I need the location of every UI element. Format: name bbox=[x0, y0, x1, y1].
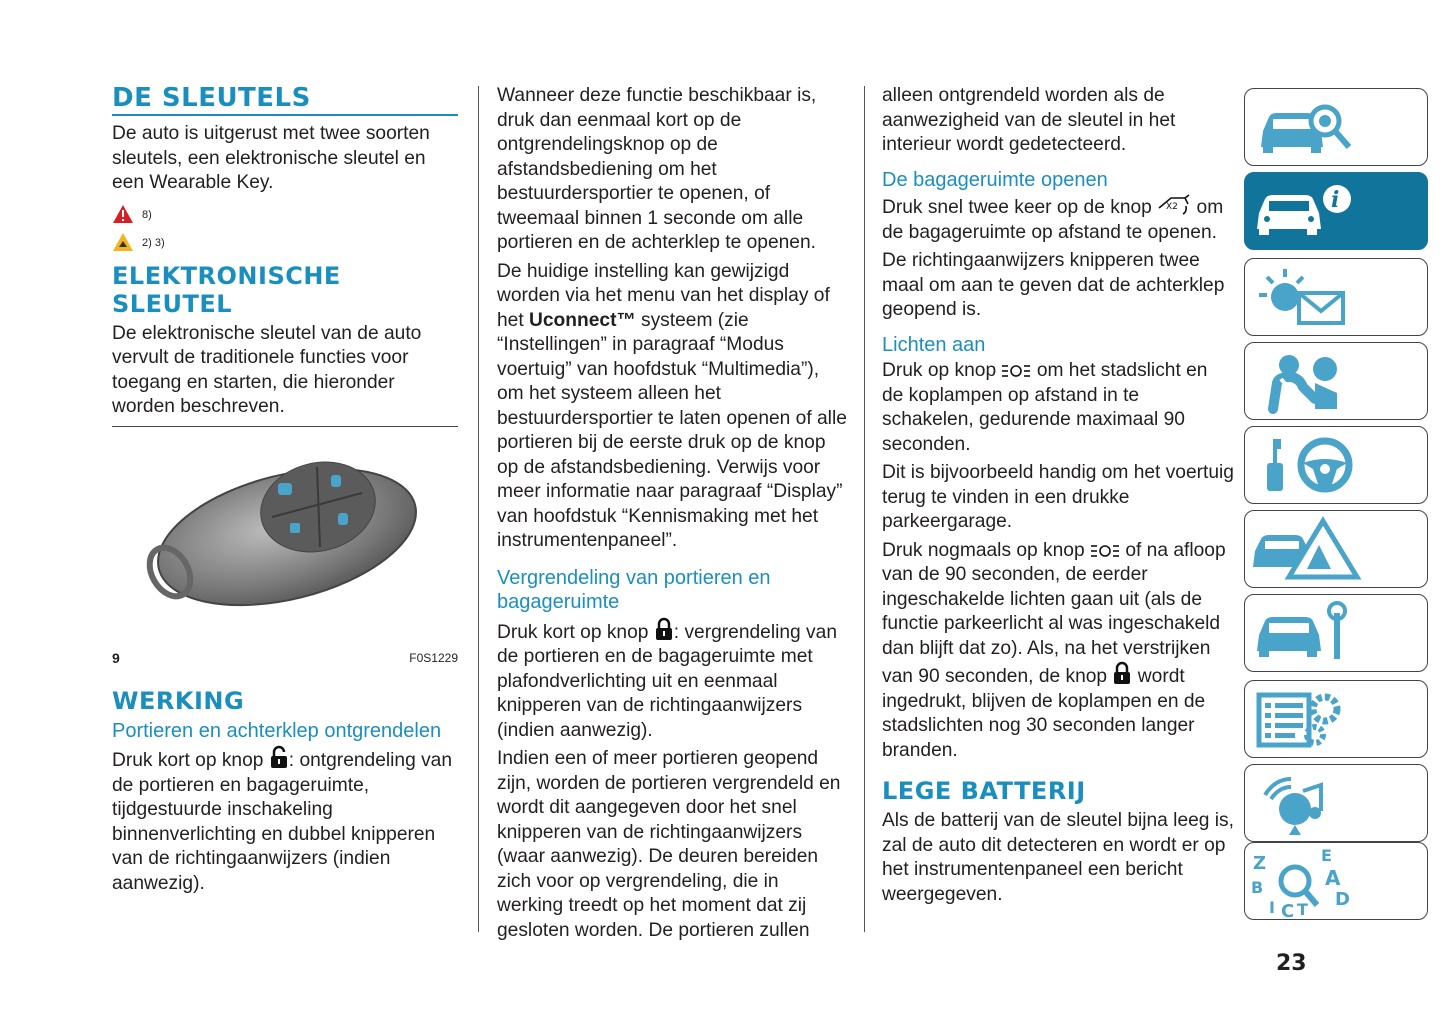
figure-caption bbox=[112, 651, 458, 665]
caution-ref-row bbox=[112, 228, 458, 256]
nav-tab-technical-data[interactable] bbox=[1244, 680, 1428, 758]
index-letter: D bbox=[1335, 889, 1350, 910]
paragraph-bagageruimte bbox=[882, 194, 1234, 245]
paragraph-functie: Wanneer deze functie beschikbaar is, druk dan eenmaal kort op de ontgrendelingsknop op de afstandsbediening om het bestuurdersportier te openen, of tweemaal binnen 1 seconde om alle portieren en de achterklep te openen. bbox=[497, 85, 817, 253]
index-letter: Z bbox=[1253, 853, 1267, 874]
index-letter: A bbox=[1325, 866, 1341, 890]
paragraph-lege-batterij: Als de batterij van de sleutel bijna leeg is, zal de auto dit detecteren en wordt er op het instrumentenpaneel een bericht weergegeven. bbox=[882, 810, 1234, 905]
nav-tab-multimedia[interactable] bbox=[1244, 764, 1428, 842]
warning-ref-row bbox=[112, 200, 458, 228]
paragraph-aanwezigheid: alleen ontgrendeld worden als de aanwezigheid van de sleutel in het interieur wordt gedetecteerd. bbox=[882, 85, 1176, 155]
heading-werking: WERKING bbox=[112, 686, 245, 715]
paragraph-lichten bbox=[882, 359, 1234, 457]
text-part: systeem (zie “Instellingen” in paragraaf “Modus voertuig” van hoofdstuk “Multimedia”), om het systeem alleen het bestuurdersportier te laten openen of alle portieren bij de eerste druk op de knop op de afstandsbediening. Verwijs voor meer informatie naar paragraaf “Display” van hoofdstuk “Kennismaking met het instrumentenpaneel”. bbox=[497, 309, 847, 551]
warning-ref: 8) bbox=[142, 209, 152, 222]
text-part: om het stadslicht en de koplampen op afstand in te schakelen, gedurende maximaal 90 seconden. bbox=[882, 360, 1208, 455]
nav-tab-lights-warnings[interactable] bbox=[1244, 258, 1428, 336]
index-letter: T bbox=[1297, 900, 1308, 919]
text-part: Druk nogmaals op knop bbox=[882, 539, 1085, 561]
paragraph-parkeergarage: Dit is bijvoorbeeld handig om het voertuig terug te vinden in een drukke parkeergarage. bbox=[882, 462, 1234, 532]
text-part: wordt ingedrukt, blijven de koplampen en de stadslichten nog 30 seconden langer branden. bbox=[882, 666, 1206, 761]
heading-elektronische-sleutel: ELEKTRONISCHE SLEUTEL bbox=[112, 261, 341, 318]
figure-code: F0S1229 bbox=[409, 650, 458, 665]
column-divider-2 bbox=[864, 86, 865, 932]
column-divider-1 bbox=[478, 86, 479, 932]
lock-icon bbox=[654, 617, 674, 641]
heading-lege-batterij: LEGE BATTERIJ bbox=[882, 777, 1086, 805]
nav-tab-car-search[interactable] bbox=[1244, 88, 1428, 166]
paragraph-vergrendeling bbox=[497, 617, 849, 744]
text-part: Druk snel twee keer op de knop bbox=[882, 197, 1152, 218]
nav-tab-car-info[interactable] bbox=[1244, 172, 1428, 250]
key-fob-figure bbox=[112, 426, 458, 647]
headlight-icon bbox=[1001, 363, 1031, 379]
paragraph-richtingaanwijzers: De richtingaanwijzers knipperen twee maal om aan te geven dat de achterklep geopend is. bbox=[882, 250, 1225, 320]
index-letter: C bbox=[1281, 901, 1295, 921]
steering-wheel-icon bbox=[1245, 427, 1429, 505]
airbag-seatbelt-icon bbox=[1245, 343, 1429, 421]
paragraph-elektronische-sleutel: De elektronische sleutel van de auto vervult de traditionele functies voor toegang en starten, die hieronder worden beschreven. bbox=[112, 322, 422, 417]
index-icon bbox=[1245, 843, 1429, 921]
key-fob-image bbox=[112, 427, 458, 647]
nav-tab-starting-driving[interactable] bbox=[1244, 426, 1428, 504]
car-info-icon bbox=[1245, 173, 1429, 251]
page-number: 23 bbox=[1276, 951, 1307, 976]
index-letter: I bbox=[1269, 898, 1275, 917]
multimedia-icon bbox=[1245, 765, 1429, 843]
warning-lights-icon bbox=[1245, 259, 1429, 337]
nav-tab-safety[interactable] bbox=[1244, 342, 1428, 420]
uconnect-brand: Uconnect™ bbox=[529, 309, 636, 331]
paragraph-lichten-uit bbox=[882, 539, 1234, 764]
emergency-triangle-icon bbox=[1245, 511, 1429, 589]
nav-tab-index[interactable] bbox=[1244, 842, 1428, 920]
specs-gear-icon bbox=[1245, 681, 1429, 759]
index-letter: B bbox=[1251, 878, 1264, 897]
text-part: : ontgrendeling van de portieren en bagageruimte, tijdgestuurde inschakeling binnenverlichting en dubbel knipperen van de richtingaanwijzers (indien aanwezig). bbox=[112, 750, 453, 894]
index-letter: E bbox=[1321, 846, 1332, 865]
text-part: om de bagageruimte op afstand te openen. bbox=[882, 197, 1224, 243]
intro-paragraph: De auto is uitgerust met twee soorten sleutels, een elektronische sleutel en een Wearable Key. bbox=[112, 123, 430, 193]
text-part: of na afloop van de 90 seconden, de eerder ingeschakelde lichten gaan uit (als de functie parkeerlicht al was ingeschakeld dan blijft dat zo). Als, na het verstrijken van 90 seconden, de knop bbox=[882, 539, 1226, 687]
trunk-x2-icon bbox=[1157, 194, 1191, 216]
text-part: Druk kort op knop bbox=[112, 750, 264, 771]
paragraph-open-portieren: Indien een of meer portieren geopend zijn, worden de portieren vergrendeld en wordt dit aangegeven door het snel knipperen van de richtingaanwijzers (waar aanwezig). De deuren bereiden zich voor op vergrendeling, die in werking treedt op het moment dat zij gesloten worden. De portieren zullen bbox=[497, 748, 841, 941]
heading-portieren-ontgrendelen: Portieren en achterklep ontgrendelen bbox=[112, 719, 442, 742]
warning-triangle-icon bbox=[112, 204, 134, 224]
paragraph-instelling bbox=[497, 260, 849, 554]
column-2 bbox=[497, 84, 849, 947]
text-part: : vergrendeling van de portieren en de bagageruimte met plafondverlichting uit en eenmaal knipperen van de richtingaanwijzers (indien aanwezig). bbox=[497, 621, 837, 741]
column-3 bbox=[882, 84, 1234, 911]
svg-text:X2: X2 bbox=[1166, 202, 1179, 212]
nav-tab-maintenance[interactable] bbox=[1244, 594, 1428, 672]
figure-number: 9 bbox=[112, 649, 120, 666]
heading-bagageruimte-openen: De bagageruimte openen bbox=[882, 168, 1108, 191]
car-search-icon bbox=[1245, 89, 1429, 167]
page-title: DE SLEUTELS bbox=[112, 84, 458, 116]
heading-vergrendeling: Vergrendeling van portieren en bagageruimte bbox=[497, 566, 771, 613]
paragraph-portieren-ontgrendelen bbox=[112, 745, 458, 896]
column-1 bbox=[112, 82, 458, 900]
unlock-icon bbox=[269, 745, 289, 769]
caution-triangle-icon bbox=[112, 232, 134, 252]
text-part: Druk kort op knop bbox=[497, 621, 649, 643]
lock-icon bbox=[1112, 661, 1132, 685]
text-part: De huidige instelling kan gewijzigd worden via het menu van het display of het bbox=[497, 260, 830, 331]
heading-lichten-aan: Lichten aan bbox=[882, 333, 986, 356]
nav-tab-emergency[interactable] bbox=[1244, 510, 1428, 588]
svg-text:i: i bbox=[1331, 187, 1340, 213]
caution-ref: 2) 3) bbox=[142, 237, 165, 250]
car-wrench-icon bbox=[1245, 595, 1429, 673]
headlight-icon bbox=[1090, 543, 1120, 559]
text-part: Druk op knop bbox=[882, 360, 997, 381]
